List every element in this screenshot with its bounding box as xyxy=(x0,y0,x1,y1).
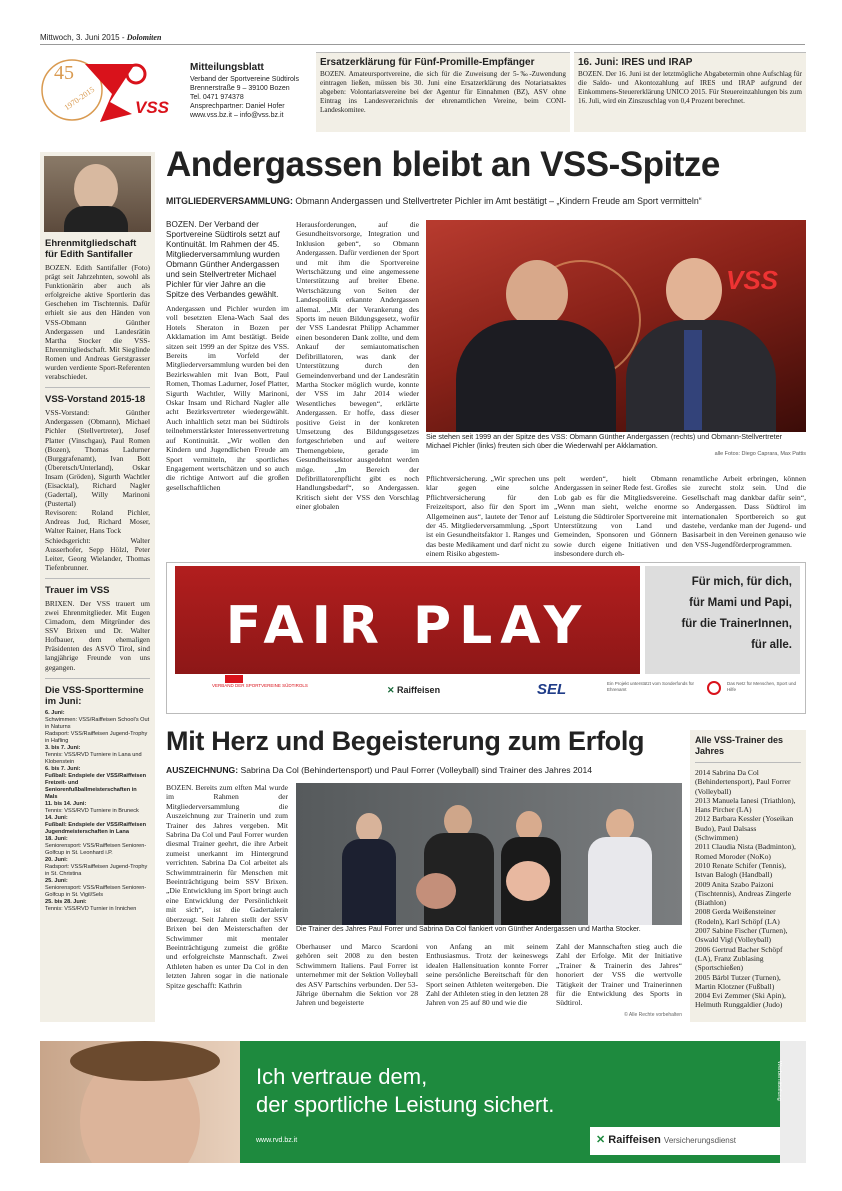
herz-caption: Die Trainer des Jahres Paul Forrer und Sabrina Da Col flankiert von Günther Andergassen und Martha Stocker. xyxy=(296,926,641,933)
herz-photo xyxy=(296,783,682,925)
netz-icon xyxy=(707,681,721,695)
slogan-line-1: Für mich, für dich, xyxy=(691,576,792,588)
photo-credit: alle Fotos: Diego Caprara, Max Pattis xyxy=(714,451,806,458)
termin-date: 11. bis 14. Juni: xyxy=(45,800,87,807)
main-kicker: MITGLIEDERVERSAMMLUNG: xyxy=(166,196,293,206)
termine-list xyxy=(45,710,150,913)
herz-signature: © Alle Rechte vorbehalten xyxy=(624,1012,682,1018)
herz-headline: Mit Herz und Begeisterung zum Erfolg xyxy=(166,726,645,756)
main-caption: Sie stehen seit 1999 an der Spitze des VSS: Obmann Günther Andergassen (rechts) und Obmann-Stellvertreter Michael Pichler (links) freuten sich über die Wiederwahl per Akklamation. xyxy=(426,432,782,450)
vorstand-title: VSS-Vorstand 2015-18 xyxy=(45,394,146,406)
ehren-title: Ehrenmitgliedschaft für Edith Santifaller xyxy=(45,238,137,260)
trainer-list xyxy=(695,768,801,1010)
ad-brand-sub: Versicherungsdienst xyxy=(663,1136,736,1145)
trainer-entry: 2005 Bärbl Tutzer (Turnen), Martin Klotzner (Fußball) xyxy=(695,972,781,991)
ersatz-title: Ersatzerklärung für Fünf-Promille-Empfänger xyxy=(320,57,535,68)
newspaper-brand: Dolomiten xyxy=(126,33,162,42)
revisoren: Revisoren: Roland Pichler, Andreas Jud, Richard Moser, Walter Rainer, Hans Tock xyxy=(45,508,150,536)
termin-date: 20. Juni: xyxy=(45,856,68,863)
left-sidebar xyxy=(40,152,155,1022)
trainer-entry: 2011 Claudia Nista (Badminton), Romed Moroder (NoKo) xyxy=(695,842,796,861)
ad-line-1: Ich vertraue dem, xyxy=(256,1064,428,1089)
slogan-line-3: für die TrainerInnen, xyxy=(681,618,792,630)
fairplay-slogan-box xyxy=(645,566,800,674)
termin-event: Tennis: VSS/RVD Turniere in Lana und Klobenstein xyxy=(45,751,142,765)
main-text-4: pelt werden“, hielt Obmann Andergassen in seiner Rede fest. Großes Lob gab es für die Mitgliedsvereine. „Wenn man sieht, welche enorme Leistung die Südtiroler Sportvereine mit Unterstützung von Land und Gemeinden, Sponsoren und Gönnern sowie durch eigene Initiativen und insbesondere durch eh- xyxy=(554,474,677,559)
herz-text-2: Oberhauser und Marco Scardoni gehören seit 2008 zu den besten Schwimmern Italiens. Paul Forrer ist unternehmer mit der Sektion Volleyball des ASV Partschins verbunden. Der 53-Jährige übernahm die Sektion vor 28 Jahren und begeisterte xyxy=(296,942,418,1008)
termin-event: Seniorensport: VSS/Raiffeisen Senioren-Golfcup in St. Vigil/Sels xyxy=(45,884,147,898)
herz-subhead-text: Sabrina Da Col (Behindertensport) und Paul Forrer (Volleyball) sind Trainer des Jahres 2014 xyxy=(240,765,593,775)
main-subhead-text: Obmann Andergassen und Stellvertreter Pichler im Amt bestätigt – „Kindern Freude am Sport vermitteln“ xyxy=(295,196,702,206)
org-name: Verband der Sportvereine Südtirols xyxy=(190,76,299,83)
trainer-entry: 2007 Sabine Fischer (Turnen), Oswald Vigl (Volleyball) xyxy=(695,926,788,945)
main-photo: VSS xyxy=(426,220,806,432)
main-lead: BOZEN. Der Verband der Sportvereine Südtirols setzt auf Kontinuität. Im Rahmen der 45. Mitgliederversammlung wurden Obmann Günther Andergassen und sein Stellvertreter Michael Pichler für vier Jahre an die Spitze des Verbandes gewählt. xyxy=(166,220,280,299)
raiffeisen-cross-icon: ✕ xyxy=(596,1134,609,1146)
termin-date: 3. bis 7. Juni: xyxy=(45,744,81,751)
trauer-body: BRIXEN. Der VSS trauert um zwei Ehrenmitglieder. Mit Eugen Cimadom, dem Mitgründer des SSV Brixen und Dr. Walter Hofbauer, dem ehemaligen Präsidenten des ASVÖ Tirol, sind langjährige Freunde von uns gegangen. xyxy=(45,598,150,672)
trauer-title: Trauer im VSS xyxy=(45,584,110,596)
trainer-sidebar xyxy=(690,730,806,1022)
partner-vss: VERBAND DER SPORTVEREINE SÜDTIROLS xyxy=(212,683,308,688)
santifaller-photo xyxy=(44,156,151,232)
anniversary-number: 45 xyxy=(54,62,74,84)
termin-date: 14. Juni: xyxy=(45,814,68,821)
org-contact: Ansprechpartner: Daniel Hofer xyxy=(190,103,285,110)
org-web: www.vss.bz.it – info@vss.bz.it xyxy=(190,112,284,119)
partner-ehrenamt: Ein Projekt unterstützt vom Sonderfonds für Ehrenamt xyxy=(607,681,695,692)
termin-event: Fußball: Endspiele der VSS/Raiffeisen Jugendmeisterschaften in Lana xyxy=(45,821,147,835)
herz-text-1: BOZEN. Bereits zum elften Mal wurde im Rahmen der Mitgliederversammlung die Auszeichnung zur Trainerin und zum Trainer des Jahres vergeben. Mit Sabrina Da Col und Paul Forrer wurden diesmal Trainer geehrt, die ihre Arbeit zumeist unerkannt im Hintergrund verrichten. Sabrina Da Col arbeitet als Schwimmtrainerin für Menschen mit Beeinträchtigung beim SSV Brixen. „Die Entwicklung im Sport bringt auch eine Entwicklung der Persönlichkeit mit sich“, ist die Gadertalerin überzeugt. Seit Jahren stellt der SSV Brixen bei den Meisterschaften der Schwimmer mit mentaler Beeinträchtigung zumeist die größte und erfolgreichste Mannschaft. Zwei Athleten haben es unter Da Col in den letzten Jahren sogar in die nationale Spitze geschafft: Kathrin xyxy=(166,783,288,990)
fairplay-title: FAIR PLAY xyxy=(225,596,590,656)
anniversary-years: 1970-2015 xyxy=(62,84,97,113)
termin-event: Schwimmen: VSS/Raiffeisen School's Out in Naturns xyxy=(45,716,150,730)
slogan-line-4: für alle. xyxy=(751,639,792,651)
ersatz-body: BOZEN. Amateursportvereine, die sich für die Zuweisung der 5-‰-Zuwendung eintragen ließen, müssen bis 30. Juni eine Ersatzerklärung des Notariatsaktes abgeben: Volontariatsvereine bei der Agentur für Einnahmen (BZ), ASV ohne Eintrag ins Landesverzeichnis der ehrenamtlichen Vereine, beim CONI-Landeskomitee. xyxy=(320,70,566,114)
termine-title: Die VSS-Sporttermine im Juni: xyxy=(45,684,144,707)
partner-netz: Das Netz für Menschen, Sport und Hilfe xyxy=(727,681,797,692)
main-text-2: Herausforderungen, auf die Gesundheitsvorsorge, Integration und Inklusion geben“, so Obmann Andergassen. Dafür verdienen der Sport und mit ihm die Sportvereine Wertschätzung und eine angemessene Unterstützung auf breiter Ebene. Wertschätzung von Seiten der Landespolitik erkannte Andergassen allemal. „Mit der Verankerung des Sports im neuen Bildungsgesetz, wofür der VSS Landesrat Philipp Achammer einen besonderen Dank zollte, und dem Ankauf der semiautomatischen Defibrillatoren, was dank der Unterstützung durch den Gemeindenverband und der Landesrätin Martha Stocker möglich wurde, konnte der VSS im Jahr 2014 wieder Wesentliches bewegen“, erklärte Andergassen. Er hoffe, dass dieser positive Geist in der konkreten Umsetzung des Bildungsgesetzes fortgeschrieben und auf weitere Themengebiete, gerade im Gesundheitssektor ausgedehnt werden möge. „Im Bereich der Defibrillatorenpflicht gibt es noch Handlungsbedarf“, so Andergassen. Kritisch sieht der VSS den Vorschlag einer globalen xyxy=(296,220,419,512)
termin-event: Radsport: VSS/Raiffeisen Jugend-Trophy in Hafling xyxy=(45,730,148,744)
ad-person-photo xyxy=(40,1041,240,1163)
ires-box xyxy=(574,52,806,132)
vss-mini-logo xyxy=(225,675,243,683)
trainer-entry: 2008 Gerda Weißensteiner (Rodeln), Karl Schöpf (LA) xyxy=(695,907,780,926)
ad-url[interactable]: www.rvd.bz.it xyxy=(256,1137,298,1144)
trainer-entry: 2004 Evi Zemmer (Ski Apin), Helmuth Runggaldier (Judo) xyxy=(695,991,786,1010)
trainer-entry: 2014 Sabrina Da Col (Behindertensport), Paul Forrer (Volleyball) xyxy=(695,768,791,796)
ad-brand-box xyxy=(590,1127,780,1155)
partner-sel: SEL xyxy=(537,681,567,698)
raiffeisen-icon: ✕ xyxy=(387,685,398,695)
trainer-entry: 2012 Barbara Kessler (Yoseikan Budo), Paul Dalsass (Schwimmen) xyxy=(695,814,794,843)
main-subhead xyxy=(166,196,806,206)
termin-event: Fußball: Endspiele der VSS/Raiffeisen Freizeit- und Seniorenfußballmeisterschaften in Mals xyxy=(45,772,147,800)
trainer-entry: 2010 Renate Schifer (Tennis), Istvan Balogh (Handball) xyxy=(695,860,786,880)
org-address: Brennerstraße 9 – 39100 Bozen xyxy=(190,85,290,92)
date-text: Mittwoch, 3. Juni 2015 - xyxy=(40,33,125,42)
ad-line-2: der sportliche Leistung sichert. xyxy=(256,1092,555,1117)
ad-brand: Raiffeisen xyxy=(608,1134,661,1146)
herz-text-4: Zahl der Mannschaften stieg auch die Zahl der Erfolge. Mit der Initiative „Trainer & Trainerin des Jahres“ honoriert der VSS die wertvolle Tätigkeit der Trainer und Trainerinnen für die Entwicklung des Sports in Südtirol. xyxy=(556,942,682,1008)
raiffeisen-ad xyxy=(40,1041,806,1163)
main-text-3: Pflichtversicherung. „Wir sprechen uns klar gegen eine solche Pflichtversicherung für den Freizeitsport, also für den Sport im Allgemeinen aus“, lautete der Tenor auf der 45. Mitgliederversammlung. „Sport ist ein Gesundheitsfaktor 1. Ranges und das beste Medikament und darf nicht zu einem Risiko abgestem- xyxy=(426,474,549,559)
ad-side-note: Werbemitteilung xyxy=(776,1061,782,1101)
mitteilungsblatt-box xyxy=(190,62,310,120)
partner-raiffeisen: ✕ Raiffeisen xyxy=(387,685,441,695)
fairplay-ad xyxy=(166,562,806,714)
ehren-body: BOZEN. Edith Santifaller (Foto) prägt seit Jahrzehnten, sowohl als Funktionärin aber auch als erfolgreiche aktive Sportlerin das Geschehen im Tischtennis. Dafür erhielt sie aus den Händen von VSS-Obmann Günther Andergassen und Landesrätin Martha Stocker die VSS-Ehrenmitgliedschaft. Mit Sieglinde Romen und Andreas Gerstgrasser wurden verdiente Sport-Referenten verabschiedet. xyxy=(45,263,150,382)
vorstand-body: VSS-Vorstand: Günther Andergassen (Obmann), Michael Pichler (Stellvertreter), Josef Platter (Vinschgau), Paul Romen (Bozen), Thomas Ladurner (Burggrafenamt), Ivan Bott (Überetsch/Unterland), Oskar Insam (Gröden), Sigurth Wachtler (Eisacktal), Richard Nagler (Gadertal), Willy Marinoni (Pustertal) xyxy=(45,408,150,509)
ires-body: BOZEN. Der 16. Juni ist der letztmögliche Abgabetermin ohne Aufschlag für die Saldo- und Akontozahlung auf IRES und IRAP aufgrund der Einkommens-Steuererklärung UNICO 2015. Für Steuereinzahlungen bis zum 16. Juli, wird ein Zinszuschlag von 0,4 Prozent berechnet. xyxy=(578,70,802,105)
termin-date: 25. bis 28. Juni: xyxy=(45,898,87,905)
herz-col-4 xyxy=(556,942,682,1022)
main-headline: Andergassen bleibt an VSS-Spitze xyxy=(166,145,720,184)
ad-green-panel xyxy=(240,1041,780,1163)
main-caption-box xyxy=(426,433,806,459)
trainer-entry: 2009 Anita Szabo Paizoni (Tischtennis), Andreas Zingerle (Biathlon) xyxy=(695,879,792,908)
fairplay-banner xyxy=(175,566,640,674)
mitteilungsblatt-title: Mitteilungsblatt xyxy=(190,62,264,73)
dateline xyxy=(40,33,161,42)
main-text-1: Andergassen und Pichler wurden im voll besetzten Elena-Wach Saal des Hotels Sheraton in Bozen per Akklamation im Amt bestätigt. Beide sitzen seit 1999 an der Spitze des VSS. Bereits im Vorfeld der Mitgliederversammlung wurden bei den Bezirkswahlen mit Ivan Bott, Paul Romen, Thomas Ladurner, Josef Platter, Sigurth Wachtler, Willy Marinoni, Oskar Insam und Richard Nagler alle acht Bezirksvertreter wiedergewählt. Auch inhaltlich setzt man bei Südtirols teilnehmerstärkster Interessenvertretung auf Kontinuität. „Wir wollen den Kindern und Jugendlichen Freude am Sport vermitteln, ihr sportliches Engagement wertschätzen und so auch die richtige Antwort auf die großen gesellschaftlichen xyxy=(166,304,289,492)
ires-title: 16. Juni: IRES und IRAP xyxy=(578,57,693,68)
trainer-entry: 2013 Manuela Ianesi (Triathlon), Hans Pircher (LA) xyxy=(695,795,796,815)
herz-text-3: von Anfang an mit seinem Enthusiasmus. Trotz der keineswegs idealen Hallensituation konnte Forrer seine persönliche Bereitschaft für den Sport seinen Athleten weitergeben. Die Zahl der Athleten stieg in den letzten 28 Jahren von 25 auf 80 und wie die xyxy=(426,942,548,1008)
termin-event: Radsport: VSS/Raiffeisen Jugend-Trophy in St. Christina xyxy=(45,863,148,877)
termin-date: 25. Juni: xyxy=(45,877,68,884)
org-phone: Tel. 0471 974378 xyxy=(190,94,244,101)
vss-wordmark: VSS xyxy=(135,98,170,117)
trainer-entry: 2006 Gertrud Bacher Schöpf (LA), Franz Zublasing (Sportschießen) xyxy=(695,944,783,973)
main-col-1 xyxy=(166,220,289,590)
termin-date: 6. bis 7. Juni: xyxy=(45,765,81,772)
herz-kicker: AUSZEICHNUNG: xyxy=(166,765,239,775)
main-text-5: renamtliche Arbeit erbringen, können sie zurecht stolz sein. Und die Gesellschaft mag dankbar dafür sein“, so Andergassen. Dass Südtirol im internationalen Sportbereich so gut dastehe, verdanke man der Jugend- und Basisarbeit in den Vereinen genauso wie den VSS-Jugendförderprogrammen. xyxy=(682,474,806,549)
termin-event: Tennis: VSS/RVD Turniere in Bruneck xyxy=(45,807,139,814)
termin-date: 18. Juni: xyxy=(45,835,68,842)
vss-logo xyxy=(40,52,180,128)
schiedsgericht: Schiedsgericht: Walter Ausserhofer, Sepp Hölzl, Peter Leiter, Georg Wielander, Thomas Tiefenbrunner. xyxy=(45,535,150,572)
termin-date: 6. Juni: xyxy=(45,709,65,716)
termin-event: Seniorensport: VSS/Raiffeisen Senioren-Golfcup in St. Leonhard i.P. xyxy=(45,842,147,856)
termin-event: Tennis: VSS/RVD Turnier in Innichen xyxy=(45,905,137,912)
slogan-line-2: für Mami und Papi, xyxy=(689,597,792,609)
trainer-title: Alle VSS-Trainer des Jahres xyxy=(695,735,784,756)
ersatz-box xyxy=(316,52,570,132)
herz-subhead xyxy=(166,765,682,775)
